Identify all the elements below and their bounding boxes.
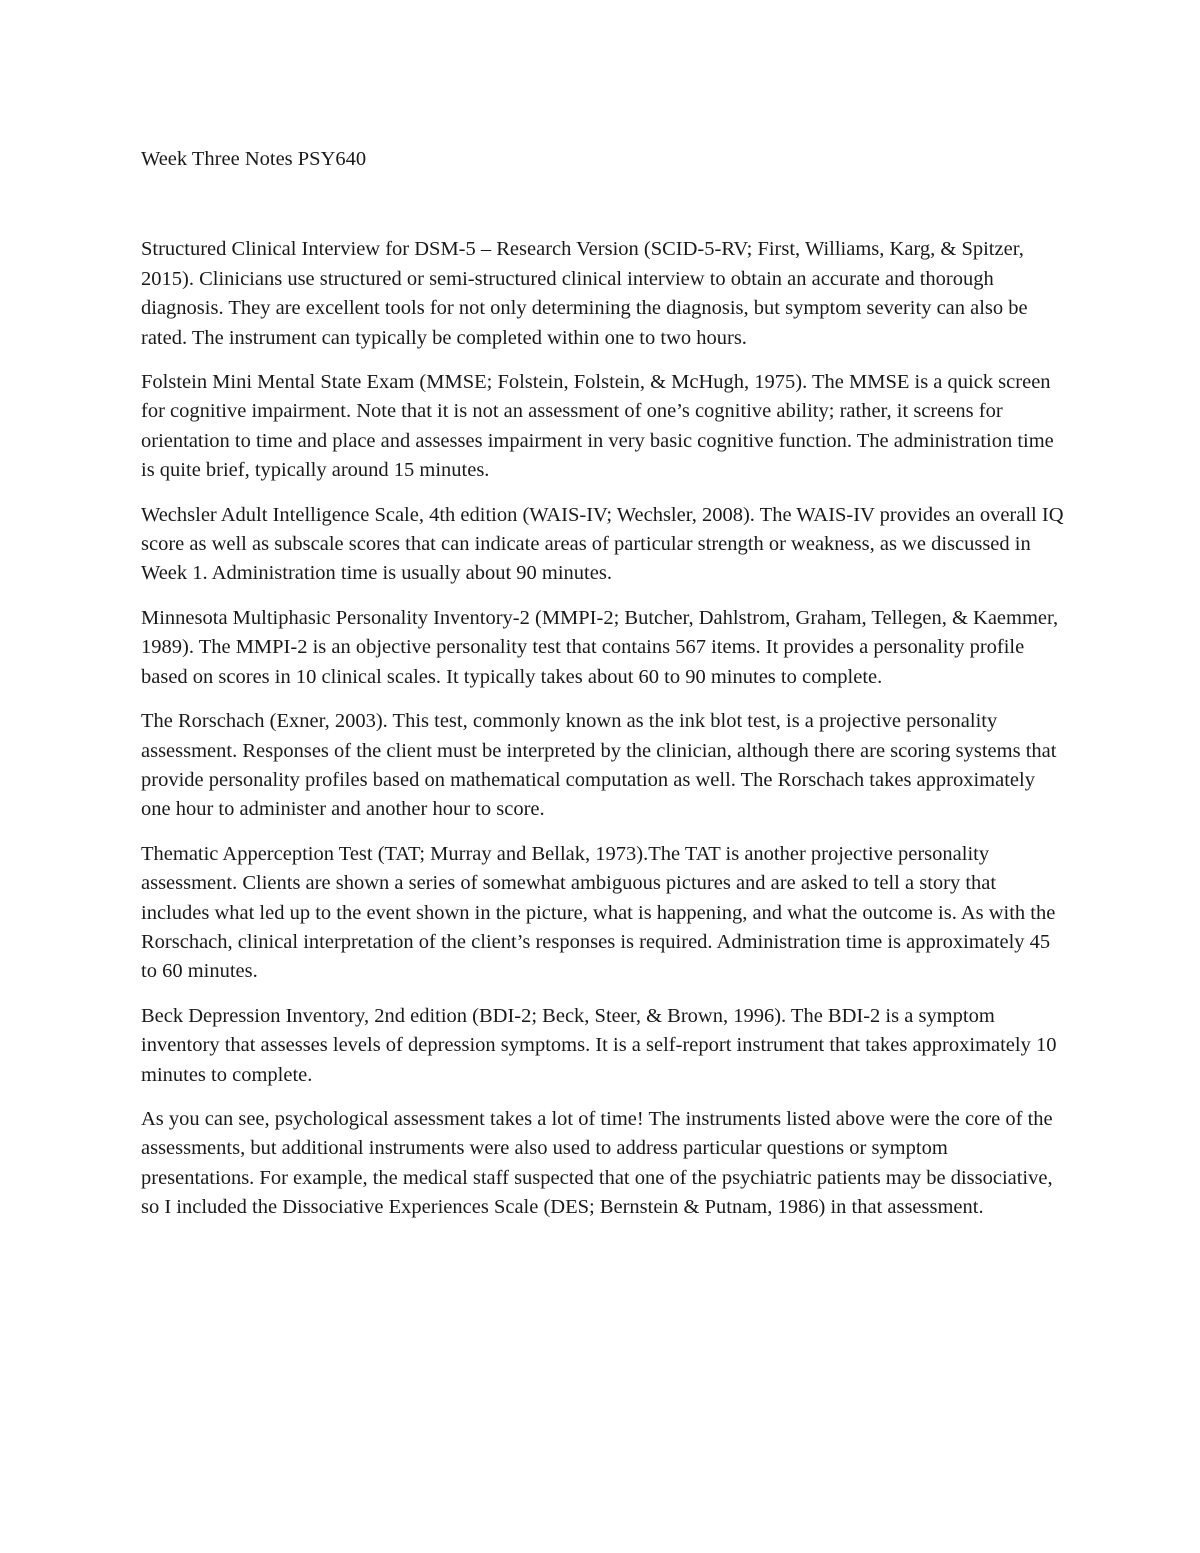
paragraph-mmpi: Minnesota Multiphasic Personality Inventory-2 (MMPI-2; Butcher, Dahlstrom, Graham, Tellegen, & Kaemmer, 1989). The MMPI-2 is an objective personality test that contains 567 items. It provides a personality profile based on scores in 10 clinical scales. It typically takes about 60 to 90 minutes to complete. <box>141 606 1059 688</box>
document-body <box>141 145 1066 1238</box>
paragraph-tat: Thematic Apperception Test (TAT; Murray and Bellak, 1973).The TAT is another projective personality assessment. Clients are shown a series of somewhat ambiguous pictures and are asked to tell a story that includes what led up to the event shown in the picture, what is happening, and what the outcome is. As with the Rorschach, clinical interpretation of the client’s responses is required. Administration time is approximately 45 to 60 minutes. <box>141 842 1056 983</box>
paragraph-bdi: Beck Depression Inventory, 2nd edition (BDI-2; Beck, Steer, & Brown, 1996). The BDI-2 is a symptom inventory that assesses levels of depression symptoms. It is a self-report instrument that takes approximately 10 minutes to complete. <box>141 1004 1057 1086</box>
document-title: Week Three Notes PSY640 <box>141 148 367 170</box>
paragraph-mmse: Folstein Mini Mental State Exam (MMSE; Folstein, Folstein, & McHugh, 1975). The MMSE is a quick screen for cognitive impairment. Note that it is not an assessment of one’s cognitive ability; rather, it screens for orientation to time and place and assesses impairment in very basic cognitive function. The administration time is quite brief, typically around 15 minutes. <box>141 371 1054 482</box>
paragraph-scid: Structured Clinical Interview for DSM-5 – Research Version (SCID-5-RV; First, Williams, Karg, & Spitzer, 2015). Clinicians use structured or semi-structured clinical interview to obtain an accurate and thorough diagnosis. They are excellent tools for not only determining the diagnosis, but symptom severity can also be rated. The instrument can typically be completed within one to two hours. <box>141 238 1028 349</box>
paragraph-wais: Wechsler Adult Intelligence Scale, 4th edition (WAIS-IV; Wechsler, 2008). The WAIS-IV provides an overall IQ score as well as subscale scores that can indicate areas of particular strength or weakness, as we discussed in Week 1. Administration time is usually about 90 minutes. <box>141 503 1064 585</box>
paragraph-conclusion: As you can see, psychological assessment takes a lot of time! The instruments listed above were the core of the assessments, but additional instruments were also used to address particular questions or symptom presentations. For example, the medical staff suspected that one of the psychiatric patients may be dissociative, so I included the Dissociative Experiences Scale (DES; Bernstein & Putnam, 1986) in that assessment. <box>141 1107 1053 1219</box>
paragraph-rorschach: The Rorschach (Exner, 2003). This test, commonly known as the ink blot test, is a projective personality assessment. Responses of the client must be interpreted by the clinician, although there are scoring systems that provide personality profiles based on mathematical computation as well. The Rorschach takes approximately one hour to administer and another hour to score. <box>141 710 1057 821</box>
